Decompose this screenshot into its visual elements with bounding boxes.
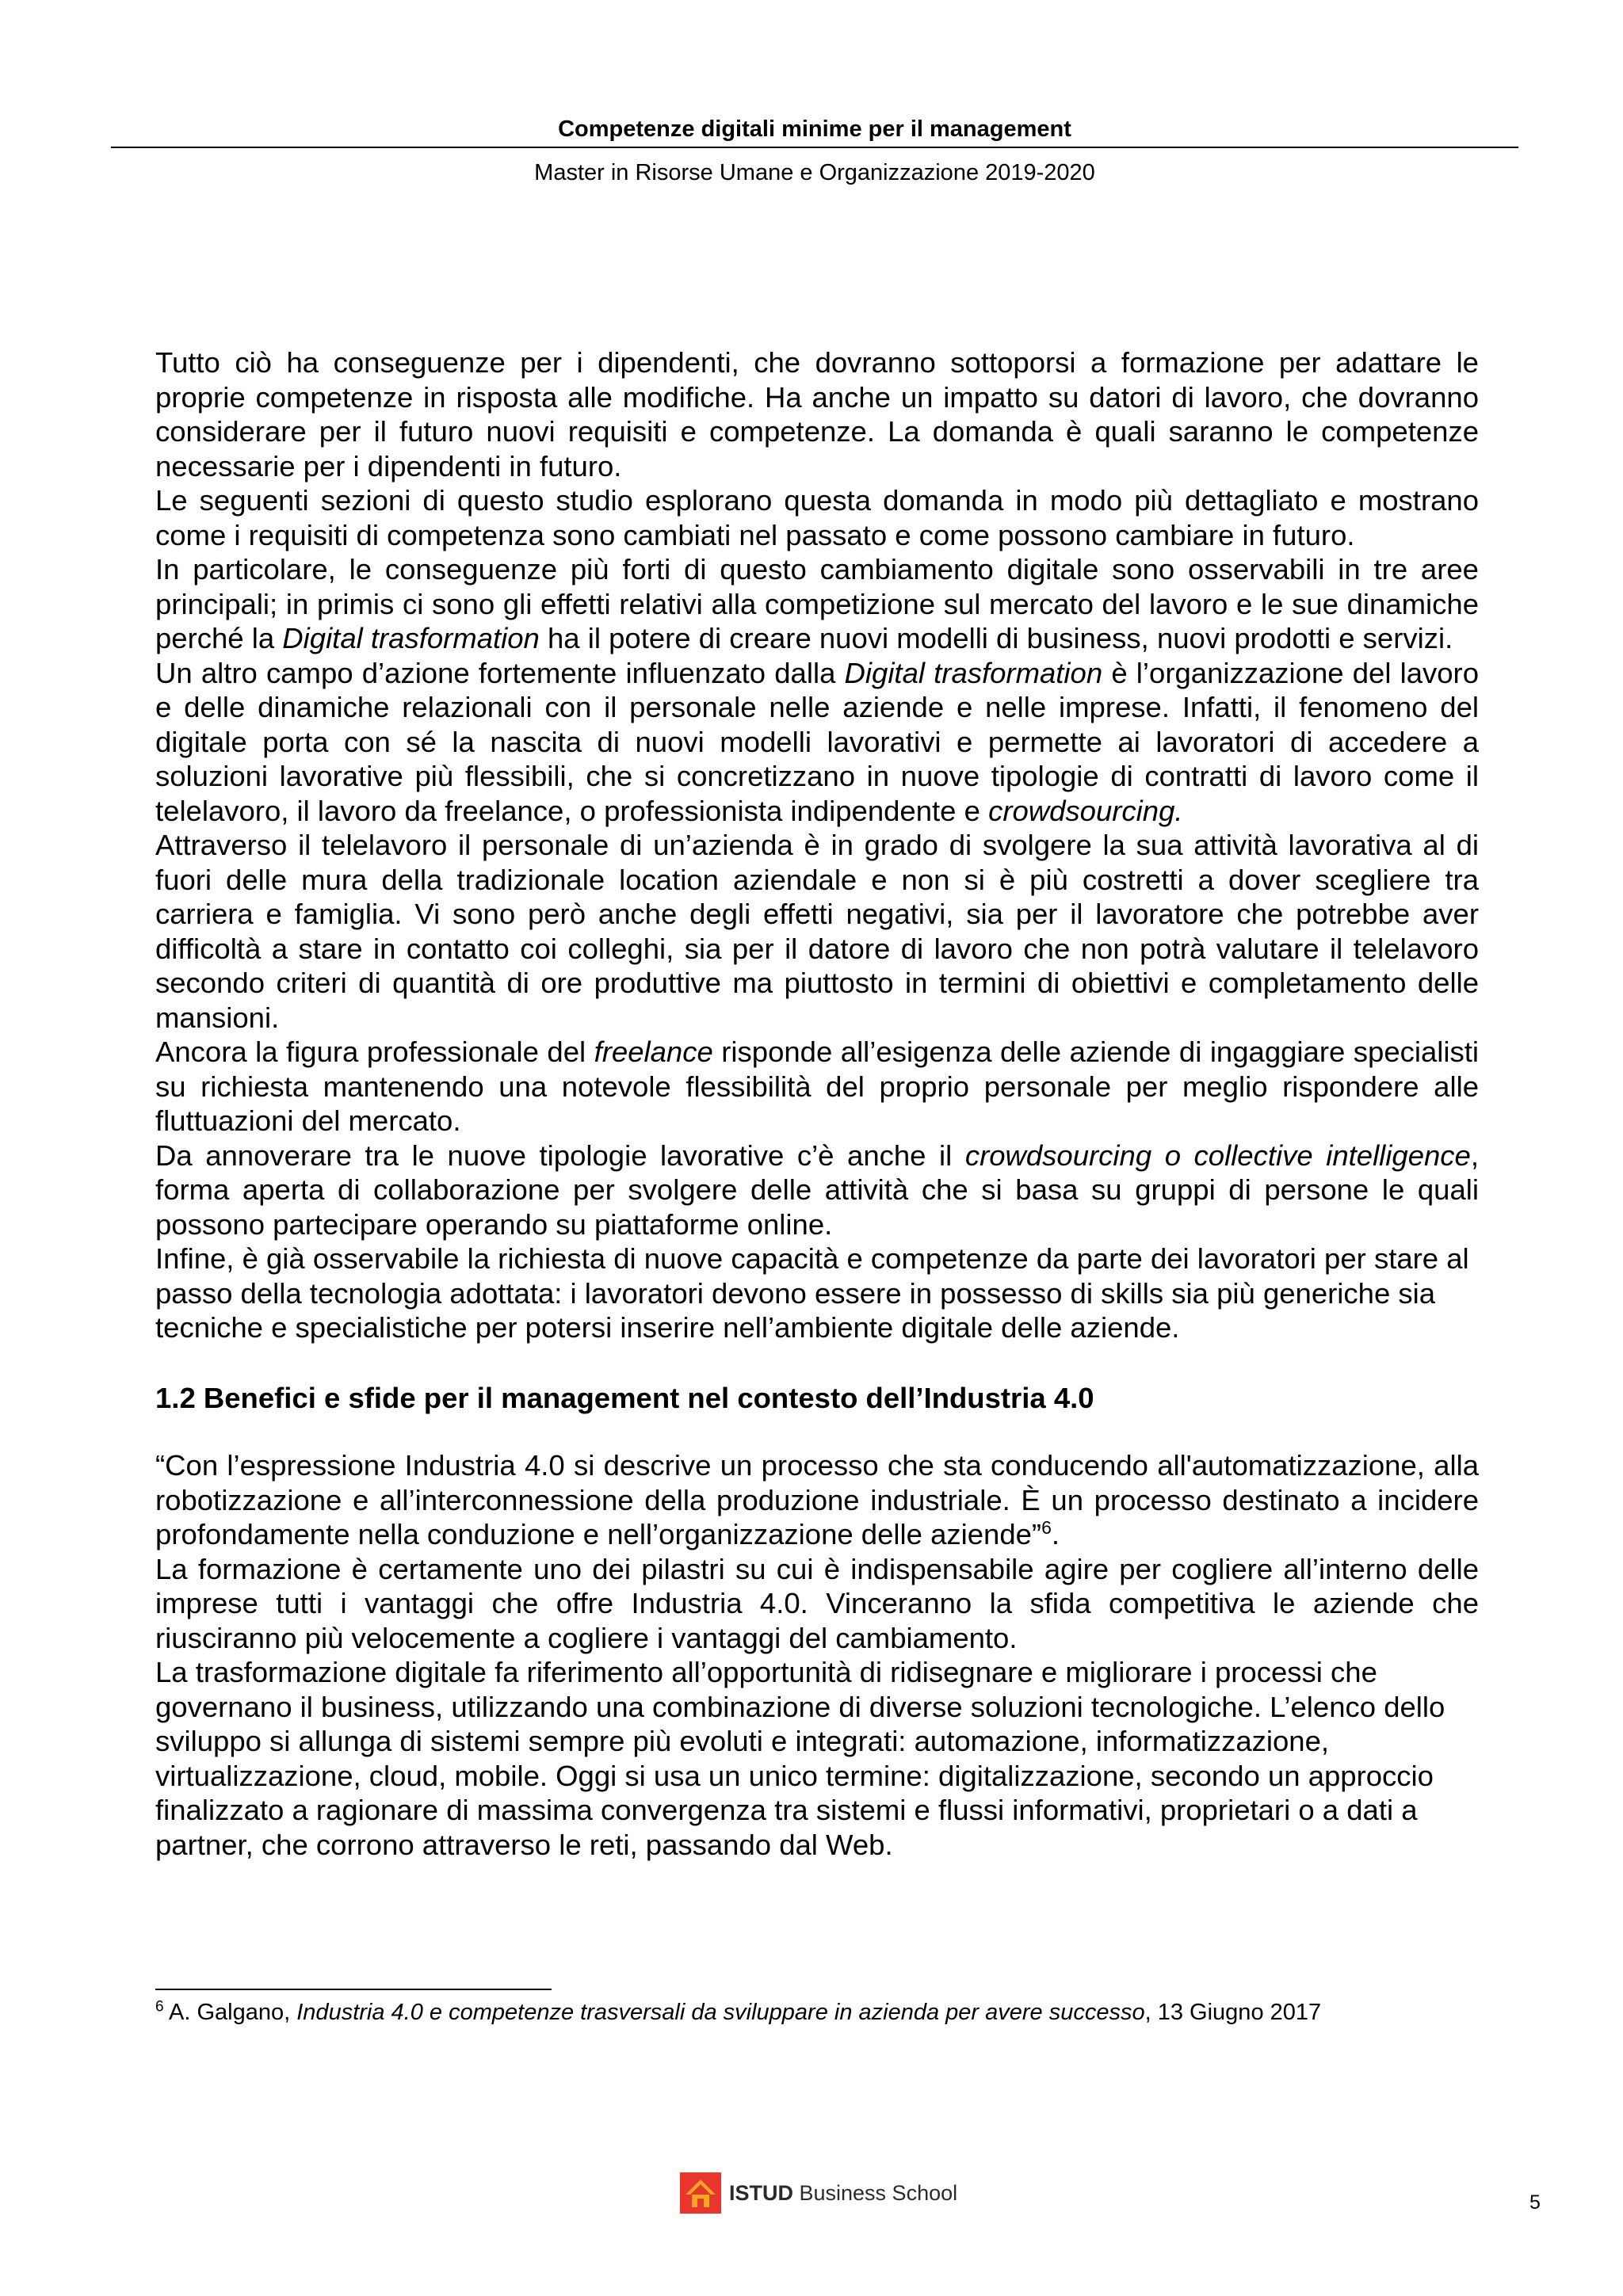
footnote-title: Industria 4.0 e competenze trasversali da sviluppare in azienda per avere successo: [296, 2000, 1145, 2025]
running-header-title: Competenze digitali minime per il management: [558, 116, 1071, 142]
paragraph: Da annoverare tra le nuove tipologie lavorative c’è anche il crowdsourcing o collective intelligence, forma aperta di collaborazione per svolgere delle attività che si basa su gruppi di persone le quali possono partecipare operando su piattaforme online.: [155, 1138, 1479, 1241]
logo-wordmark: ISTUD Business School: [729, 2180, 958, 2205]
footnote-number: 6: [155, 1998, 164, 2016]
paragraph: Le seguenti sezioni di questo studio esplorano questa domanda in modo più dettagliato e mostrano come i requisiti di competenza sono cambiati nel passato e come possono cambiare in futuro.: [155, 484, 1479, 551]
paragraph: Attraverso il telelavoro il personale di un’azienda è in grado di svolgere la sua attività lavorativa al di fuori delle mura della tradizionale location aziendale e non si è più costretti a dover scegliere tra carriera e famiglia. Vi sono però anche degli effetti negativi, sia per il lavoratore che potrebbe aver difficoltà a stare in contatto coi colleghi, sia per il datore di lavoro che non potrà valutare il telelavoro secondo criteri di quantità di ore produttive ma piuttosto in termini di obiettivi e completamento delle mansioni.: [155, 829, 1479, 1034]
paragraph: La formazione è certamente uno dei pilastri su cui è indispensabile agire per cogliere all’interno delle imprese tutti i vantaggi che offre Industria 4.0. Vinceranno la sfida competitiva le aziende che riusciranno più velocemente a cogliere i vantaggi del cambiamento.: [155, 1552, 1479, 1654]
paragraph: Un altro campo d’azione fortemente influenzato dalla Digital trasformation è l’organizzazione del lavoro e delle dinamiche relazionali con il personale nelle aziende e nelle imprese. Infatti, il fenomeno del digitale porta con sé la nascita di nuovi modelli lavorativi e permette ai lavoratori di accedere a soluzioni lavorative più flessibili, che si concretizzano in nuove tipologie di contratti di lavoro come il telelavoro, il lavoro da freelance, o professionista indipendente e crowdsourcing.: [155, 656, 1480, 827]
italic-term: freelance: [594, 1035, 713, 1068]
italic-term: crowdsourcing o collective intelligence: [964, 1138, 1471, 1172]
istud-house-logo-icon: [680, 2172, 721, 2214]
page-body: [155, 345, 1479, 1862]
italic-term: crowdsourcing.: [988, 794, 1183, 827]
footnote: $^6$ A. Galgano, Industria 4.0 e competenze trasversali da sviluppare in azienda per avere successo, 13 Giugno 2017: [155, 1998, 1322, 2025]
footnote-reference[interactable]: 6: [1041, 1516, 1052, 1538]
paragraph: Tutto ciò ha conseguenze per i dipendenti, che dovranno sottoporsi a formazione per adattare le proprie competenze in risposta alle modifiche. Ha anche un impatto su datori di lavoro, che dovranno considerare per il futuro nuovi requisiti e competenze. La domanda è quali saranno le competenze necessarie per i dipendenti in futuro.: [155, 346, 1479, 482]
italic-term: Digital trasformation: [282, 622, 540, 654]
italic-term: Digital trasformation: [844, 656, 1103, 689]
footnote-separator: [155, 1989, 552, 1990]
running-header-subtitle: Master in Risorse Umane e Organizzazione 2019-2020: [534, 160, 1095, 185]
istud-logo: [680, 2171, 957, 2215]
paragraph: Infine, è già osservabile la richiesta di nuove capacità e competenze da parte dei lavoratori per stare al passo della tecnologia adottata: i lavoratori devono essere in possesso di skills sia più generiche sia tecniche e specialistiche per potersi inserire nell’ambiente digitale delle aziende.: [155, 1242, 1469, 1344]
section-heading: 1.2 Benefici e sfide per il management nel contesto dell’Industria 4.0: [155, 1381, 1094, 1414]
header-divider: [111, 147, 1518, 148]
page-number: 5: [1529, 2191, 1541, 2214]
paragraph: In particolare, le conseguenze più forti di questo cambiamento digitale sono osservabili in tre aree principali; in primis ci sono gli effetti relativi alla competizione sul mercato del lavoro e le sue dinamiche perché la Digital trasformation ha il potere di creare nuovi modelli di business, nuovi prodotti e servizi.: [155, 553, 1479, 654]
paragraph: Ancora la figura professionale del freelance risponde all’esigenza delle aziende di ingaggiare specialisti su richiesta mantenendo una notevole flessibilità del proprio personale per meglio rispondere alle fluttuazioni del mercato.: [155, 1035, 1480, 1137]
paragraph: La trasformazione digitale fa riferimento all’opportunità di ridisegnare e migliorare i processi che governano il business, utilizzando una combinazione di diverse soluzioni tecnologiche. L’elenco dello sviluppo si allunga di sistemi sempre più evoluti e integrati: automazione, informatizzazione, virtualizzazione, cloud, mobile. Oggi si usa un unico termine: digitalizzazione, secondo un approccio finalizzato a ragionare di massima convergenza tra sistemi e flussi informativi, proprietari o a dati a partner, che corrono attraverso le reti, passando dal Web.: [155, 1656, 1445, 1861]
quote-paragraph: “Con l’espressione Industria 4.0 si descrive un processo che sta conducendo all'automatizzazione, alla robotizzazione e all’interconnessione della produzione industriale. È un processo destinato a incidere profondamente nella conduzione e nell’organizzazione delle aziende”$^6$.: [155, 1449, 1479, 1550]
